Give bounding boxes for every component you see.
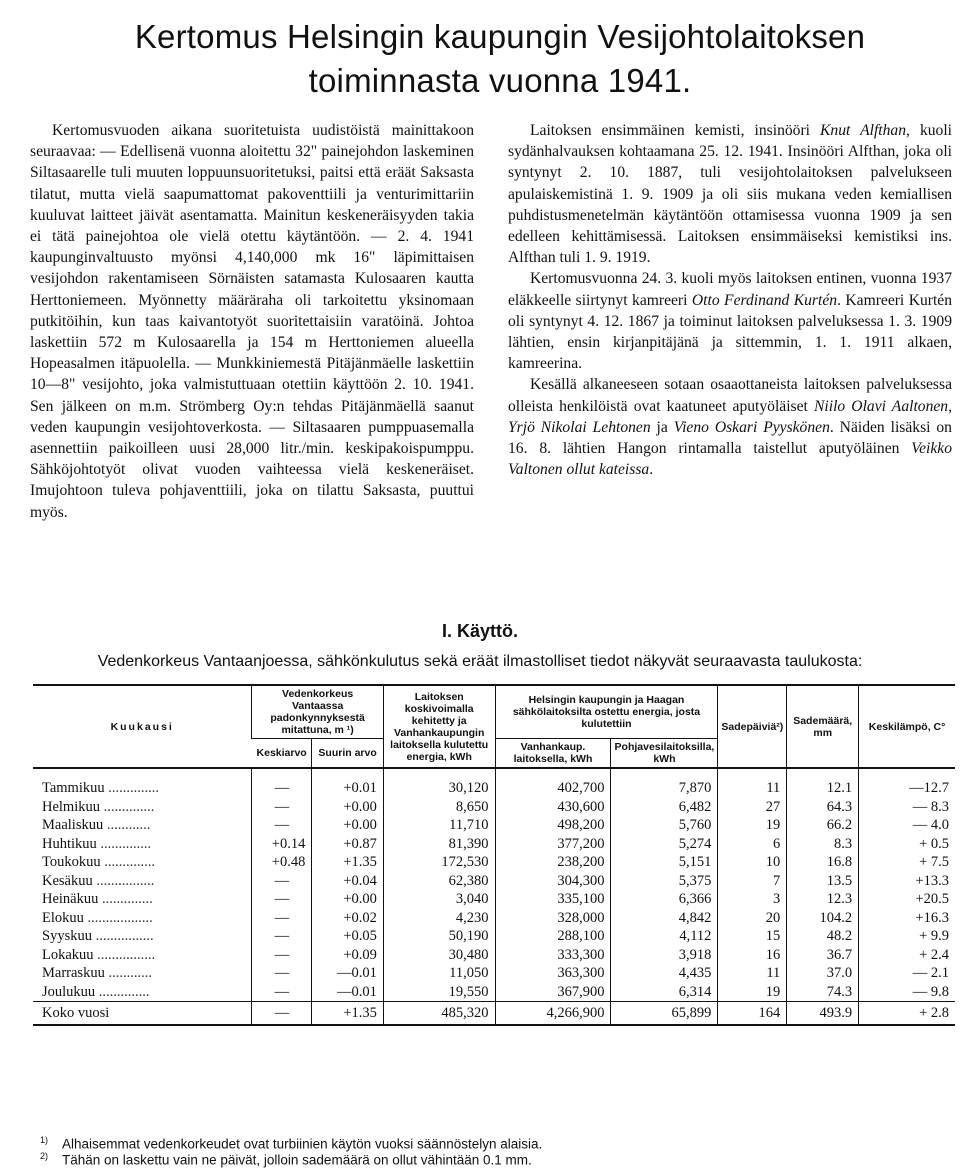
cell-wl_max: +0.00 [312, 816, 384, 835]
cell-wl_max: +1.35 [312, 853, 384, 872]
table-total-row [33, 1002, 955, 1026]
cell-wl_max: +1.35 [312, 1002, 384, 1026]
table-row [33, 835, 955, 854]
footnote-1 [40, 1135, 542, 1152]
cell-energy: 81,390 [383, 835, 495, 854]
cell-wl_max: +0.04 [312, 872, 384, 891]
cell-days: 27 [718, 798, 787, 817]
cell-energy: 11,050 [383, 964, 495, 983]
cell-days: 7 [718, 872, 787, 891]
cell-wl_mean: — [252, 1002, 312, 1026]
cell-vanh: 288,100 [495, 927, 611, 946]
left-column [30, 120, 474, 523]
table-row [33, 983, 955, 1002]
cell-wl_mean: — [252, 927, 312, 946]
table-row [33, 768, 955, 798]
cell-month: Maaliskuu ............ [42, 817, 151, 833]
cell-wl_mean: — [252, 946, 312, 965]
cell-month: Lokakuu ................ [42, 946, 156, 963]
cell-days: 11 [718, 768, 787, 798]
cell-days: 19 [718, 816, 787, 835]
right-paragraph-war-casualties [508, 374, 952, 480]
cell-energy: 8,650 [383, 798, 495, 817]
cell-wl_mean: — [252, 768, 312, 798]
cell-energy: 62,380 [383, 872, 495, 891]
cell-vanh: 335,100 [495, 890, 611, 909]
text-run: Laitoksen ensimmäinen kemisti, insinööri [530, 122, 821, 139]
cell-wl_max: +0.01 [312, 768, 384, 798]
person-name: Otto Ferdinand Kurtén [691, 291, 838, 309]
cell-mm: 12.3 [787, 890, 859, 909]
cell-month: Kesäkuu ................ [42, 872, 155, 889]
cell-energy: 4,230 [383, 909, 495, 928]
cell-mm: 12.1 [787, 768, 859, 798]
cell-pohj: 65,899 [611, 1002, 718, 1026]
cell-pohj: 5,274 [611, 835, 718, 854]
header-rain-mm: Sademäärä, mm [787, 685, 859, 768]
cell-month: Koko vuosi [33, 1002, 252, 1026]
cell-month: Toukokuu .............. [42, 854, 155, 870]
cell-days: 15 [718, 927, 787, 946]
cell-mm: 493.9 [787, 1002, 859, 1026]
footnote-mark: 1) [40, 1135, 49, 1145]
cell-month: Syyskuu ................ [42, 928, 154, 944]
header-month: Kuukausi [33, 685, 252, 768]
cell-vanh: 4,266,900 [495, 1002, 611, 1026]
cell-temp: +13.3 [859, 872, 955, 891]
left-paragraph: Kertomusvuoden aikana suoritetuista uudistöistä mainittakoon seuraavaa: — Edellisenä vuonna aloitettu 32" painejohdon laskeminen Siltasaarelle tuli muuten loppuunsuoritetuksi, paitsi että eräät Saksasta tilatut, mutta vielä saapumattomat pakoventtiili ja venturimittariin kuuluvat laitteet jäivät asentamatta. Mainitun keskeneräisyyden takia ei tätä painejohtoa ole vielä otettu käytäntöön. — 2. 4. 1941 kaupunginvaltuusto myönsi 4,140,000 mk 16" läpimittaisen vesijohdon rakentamiseen Sörnäisten satamasta Kulosaaren kautta Herttoniemeen. Myönnetty määräraha oli tarkoitettu yksinomaan putkitöihin, kun taas kaivantotyöt suoritettaisiin varatöinä. Johtoa laskettiin 572 m Kulosaarella ja 154 m Herttoniemen alueella Hopeasalmen itäpuolella. — Munkkiniemestä Pitäjänmäelle laskettiin 10—8" vesijohto, joka valmistuttuaan otettiin käyttöön 2. 10. 1941. Sen jälkeen on m.m. Strömberg Oy:n tehdas Pitäjänmäellä saanut veden kaupungin vesijohtoverkosta. — Siltasaaren pumppuasemalla asennettiin paikoilleen uusi 28,000 litr./min. keskipakoispumppu. Sähköjohtotyöt olivat vuoden vaihteessa vielä keskeneräiset. Imujohtoon tuleva pohjaventtiili, joka on tilattu Saksasta, puuttui myös. [30, 122, 474, 521]
cell-vanh: 333,300 [495, 946, 611, 965]
header-purchased-energy: Helsingin kaupungin ja Haagan sähkölaitoksilta ostettu energia, josta kulutettiin [495, 685, 718, 739]
cell-mm: 8.3 [787, 835, 859, 854]
cell-temp: — 4.0 [859, 816, 955, 835]
cell-energy: 485,320 [383, 1002, 495, 1026]
cell-pohj: 5,760 [611, 816, 718, 835]
document-title-line2: toiminnasta vuonna 1941. [308, 62, 692, 99]
cell-mm: 48.2 [787, 927, 859, 946]
cell-temp: — 9.8 [859, 983, 955, 1002]
table-row [33, 927, 955, 946]
cell-temp: —12.7 [859, 768, 955, 798]
cell-pohj: 7,870 [611, 768, 718, 798]
cell-days: 10 [718, 853, 787, 872]
right-paragraph-alfthan [508, 120, 952, 268]
text-run: . [649, 461, 654, 479]
cell-pohj: 5,151 [611, 853, 718, 872]
text-run: Kertomusvuonna 24. 3. kuoli myös laitoksen entinen, vuonna 1937 eläkkeelle siirtynyt kamreeri [508, 270, 952, 309]
table-row [33, 872, 955, 891]
cell-month: Marraskuu ............ [42, 965, 152, 981]
footnote-text: Tähän on laskettu vain ne päivät, jolloin sademäärä on ollut vähintään 0.1 mm. [62, 1152, 532, 1168]
cell-temp: +20.5 [859, 890, 955, 909]
cell-wl_mean: — [252, 964, 312, 983]
cell-energy: 3,040 [383, 890, 495, 909]
section-heading: I. Käyttö. [441, 621, 518, 641]
right-paragraph-kurten [508, 268, 952, 374]
cell-days: 20 [718, 909, 787, 928]
table-row [33, 853, 955, 872]
header-power-vanh: Vanhankaup. laitoksella, kWh [495, 739, 611, 769]
cell-mm: 37.0 [787, 964, 859, 983]
header-power-pohj: Pohjavesilaitoksilla, kWh [611, 739, 718, 769]
cell-wl_max: —0.01 [312, 983, 384, 1002]
monthly-data-table [33, 684, 955, 1026]
person-name: Niilo Olavi Aaltonen, Yrjö Nikolai Lehtonen [508, 397, 952, 436]
cell-vanh: 363,300 [495, 964, 611, 983]
section-intro: Vedenkorkeus Vantaanjoessa, sähkönkulutus sekä eräät ilmastolliset tiedot näkyvät seuraavasta taulukosta: [97, 653, 863, 670]
right-column [508, 120, 952, 480]
cell-wl_mean: — [252, 816, 312, 835]
cell-temp: + 2.8 [859, 1002, 955, 1026]
table-row [33, 909, 955, 928]
header-own-energy: Laitoksen koskivoimalla kehitetty ja Vanhankaupungin laitoksella kulutettu energia, kWh [383, 685, 495, 768]
cell-temp: — 8.3 [859, 798, 955, 817]
cell-temp: + 9.9 [859, 927, 955, 946]
text-run: Kesällä alkaneeseen sotaan osaaottaneista laitoksen palveluksessa olleista henkilöistä ovat kaatuneet aputyöläiset [508, 376, 952, 415]
header-wl-mean: Keskiarvo [252, 739, 312, 769]
header-water-level: Vedenkorkeus Vantaassa padonkynnyksestä mitattuna, m ¹) [252, 685, 383, 739]
text-run: . Kamreeri Kurtén oli syntynyt 4. 12. 1867 ja toiminut laitoksen palveluksessa 1. 3. 1909 lähtien, ensin kirjanpitäjänä ja sittemmin, 1. 1. 1911 alkaen, kamreerina. [508, 291, 952, 373]
cell-days: 3 [718, 890, 787, 909]
cell-energy: 30,120 [383, 768, 495, 798]
person-name: Veikko Valtonen ollut kateissa [508, 440, 952, 479]
cell-pohj: 6,482 [611, 798, 718, 817]
cell-days: 6 [718, 835, 787, 854]
cell-mm: 74.3 [787, 983, 859, 1002]
table-row [33, 798, 955, 817]
cell-mm: 66.2 [787, 816, 859, 835]
cell-energy: 19,550 [383, 983, 495, 1002]
table-row [33, 964, 955, 983]
cell-wl_mean: — [252, 798, 312, 817]
header-rain-days: Sadepäiviä²) [718, 685, 787, 768]
cell-energy: 50,190 [383, 927, 495, 946]
cell-vanh: 430,600 [495, 798, 611, 817]
footnote-text: Alhaisemmat vedenkorkeudet ovat turbiinien käytön vuoksi säännöstelyn alaisia. [62, 1136, 543, 1152]
cell-month: Tammikuu .............. [42, 780, 159, 796]
cell-vanh: 328,000 [495, 909, 611, 928]
cell-temp: — 2.1 [859, 964, 955, 983]
footnote-2 [40, 1151, 532, 1168]
cell-vanh: 377,200 [495, 835, 611, 854]
text-run: . Näiden lisäksi on 16. 8. lähtien Hangon rintamalla taistellut aputyöläinen [508, 418, 952, 458]
cell-month: Helmikuu .............. [42, 798, 155, 815]
cell-pohj: 5,375 [611, 872, 718, 891]
cell-days: 16 [718, 946, 787, 965]
cell-energy: 30,480 [383, 946, 495, 965]
cell-wl_mean: +0.14 [252, 835, 312, 854]
cell-pohj: 3,918 [611, 946, 718, 965]
cell-month: Elokuu .................. [42, 909, 153, 926]
cell-temp: + 7.5 [859, 853, 955, 872]
cell-wl_mean: +0.48 [252, 853, 312, 872]
cell-vanh: 238,200 [495, 853, 611, 872]
cell-days: 164 [718, 1002, 787, 1026]
table-body [33, 768, 955, 1025]
cell-temp: +16.3 [859, 909, 955, 928]
cell-month: Joulukuu .............. [42, 983, 150, 1000]
cell-mm: 13.5 [787, 872, 859, 891]
cell-mm: 64.3 [787, 798, 859, 817]
cell-pohj: 4,435 [611, 964, 718, 983]
cell-mm: 16.8 [787, 853, 859, 872]
cell-pohj: 6,314 [611, 983, 718, 1002]
header-temperature: Keskilämpö, C° [859, 685, 955, 768]
cell-mm: 36.7 [787, 946, 859, 965]
cell-month: Huhtikuu .............. [42, 835, 152, 852]
cell-wl_max: +0.09 [312, 946, 384, 965]
cell-vanh: 367,900 [495, 983, 611, 1002]
cell-wl_max: +0.05 [312, 927, 384, 946]
cell-wl_mean: — [252, 983, 312, 1002]
cell-days: 19 [718, 983, 787, 1002]
cell-days: 11 [718, 964, 787, 983]
cell-pohj: 4,842 [611, 909, 718, 928]
cell-vanh: 498,200 [495, 816, 611, 835]
table-row [33, 816, 955, 835]
person-name: Knut Alfthan [820, 122, 907, 139]
cell-wl_max: +0.00 [312, 890, 384, 909]
cell-wl_max: +0.87 [312, 835, 384, 854]
cell-month: Heinäkuu .............. [42, 891, 153, 907]
cell-temp: + 2.4 [859, 946, 955, 965]
person-name: Vieno Oskari Pyyskönen [673, 418, 830, 436]
text-run: , kuoli sydänhalvauksen kohtaamana 25. 12. 1941. Insinööri Alfthan, joka oli syntynyt 2. 10. 1887, tuli vesijohtolaitoksen palvelukseen apulaiskemistinä 1. 9. 1909 ja oli siis mukana veden kemiallisen puhdistusmenetelmän käytäntöön ottamisessa vuonna 1909 ja sen edelleen kehittämisessä. Laitoksen ensimmäiseksi kemistiksi ins. Alfthan tuli 1. 9. 1919. [508, 122, 952, 267]
document-title-line1: Kertomus Helsingin kaupungin Vesijohtolaitoksen [134, 18, 866, 55]
cell-energy: 172,530 [383, 853, 495, 872]
cell-vanh: 304,300 [495, 872, 611, 891]
cell-energy: 11,710 [383, 816, 495, 835]
footnote-mark: 2) [40, 1151, 49, 1161]
cell-wl_mean: — [252, 890, 312, 909]
cell-mm: 104.2 [787, 909, 859, 928]
cell-vanh: 402,700 [495, 768, 611, 798]
cell-pohj: 4,112 [611, 927, 718, 946]
cell-pohj: 6,366 [611, 890, 718, 909]
cell-wl_mean: — [252, 909, 312, 928]
cell-wl_max: +0.00 [312, 798, 384, 817]
text-run: ja [650, 418, 674, 436]
cell-wl_max: +0.02 [312, 909, 384, 928]
table-row [33, 946, 955, 965]
cell-wl_mean: — [252, 872, 312, 891]
table-row [33, 890, 955, 909]
header-wl-max: Suurin arvo [312, 739, 384, 769]
cell-wl_max: —0.01 [312, 964, 384, 983]
cell-temp: + 0.5 [859, 835, 955, 854]
